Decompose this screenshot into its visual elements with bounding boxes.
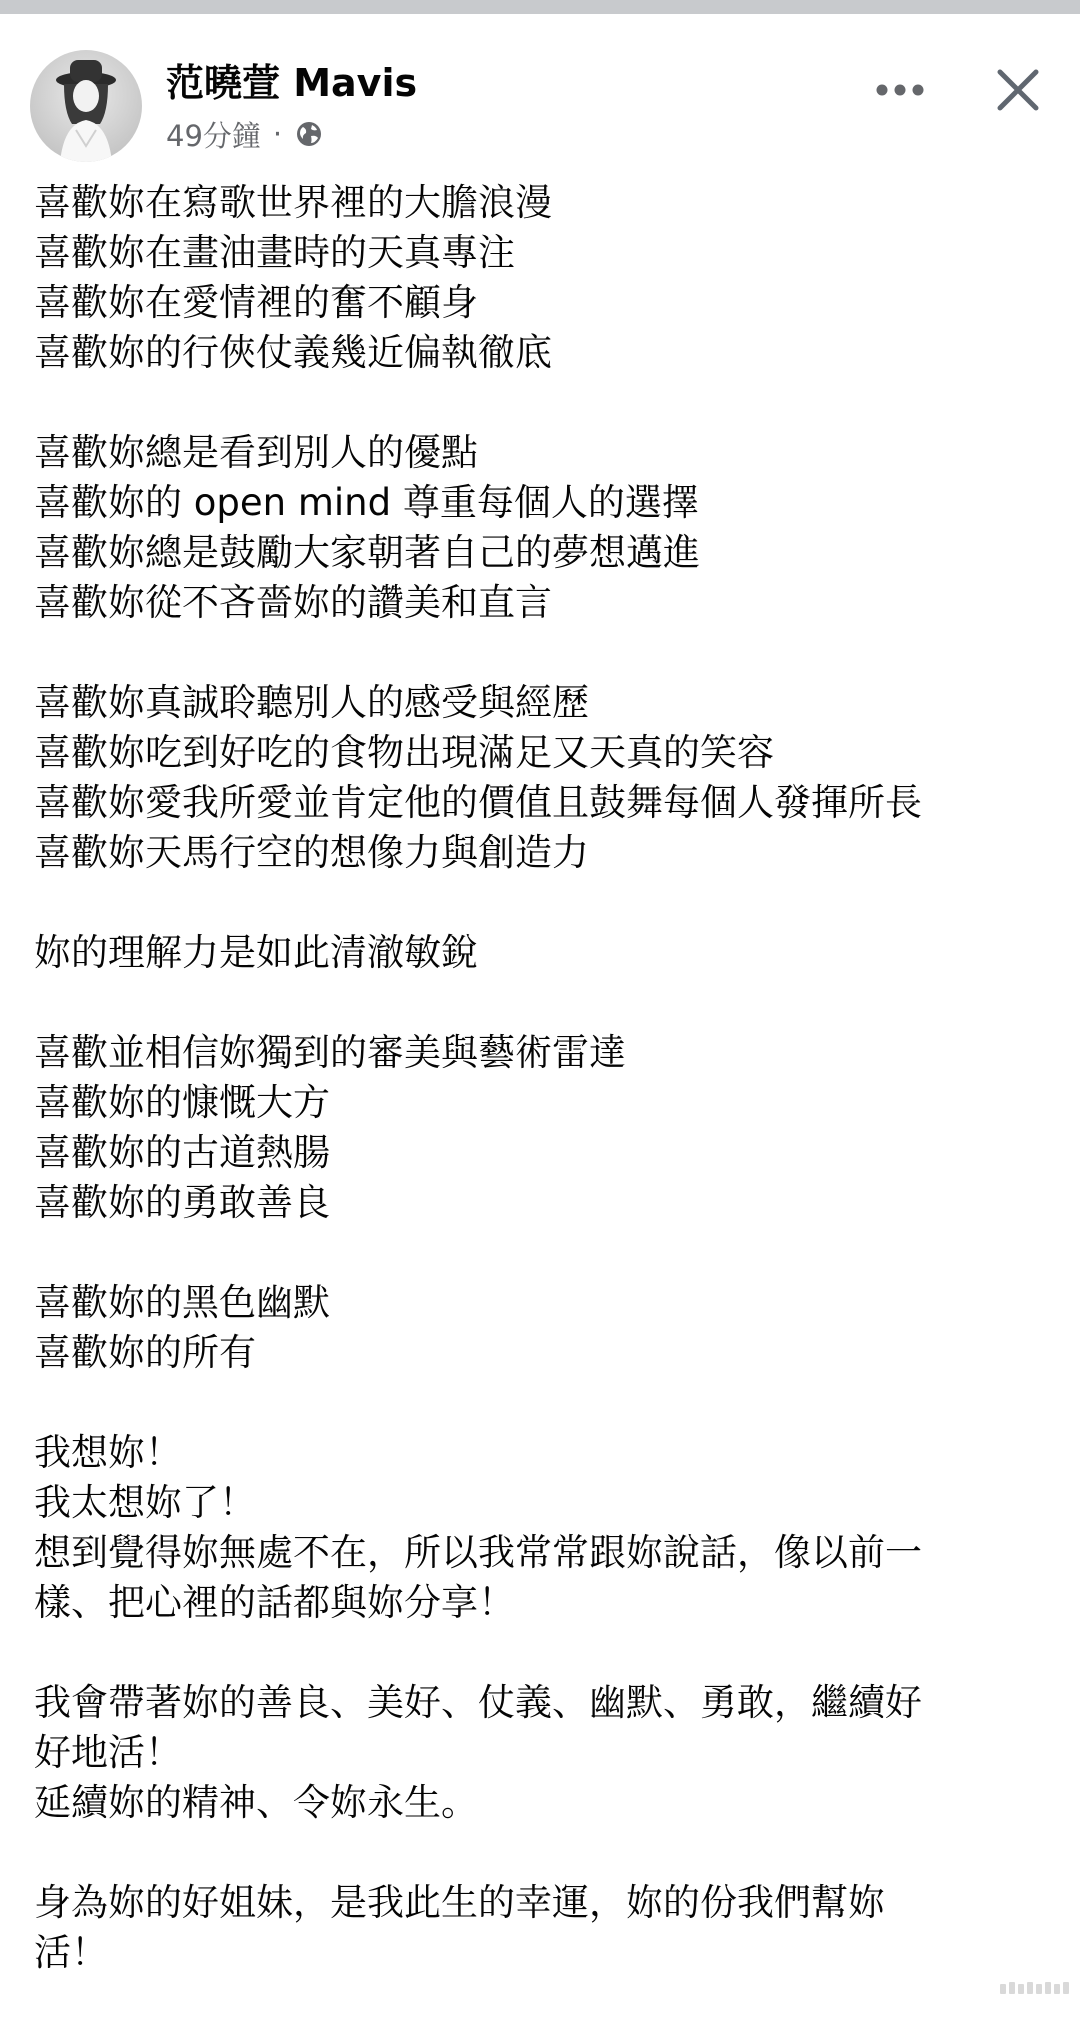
post-paragraph	[34, 428, 1050, 628]
author-name[interactable]: 范曉萱 Mavis	[166, 61, 418, 105]
post-text-line: 喜歡妳的勇敢善良	[34, 1181, 330, 1224]
watermark-logo	[1000, 1980, 1070, 1998]
post-body	[34, 178, 1050, 2028]
more-horizontal-icon	[875, 83, 925, 97]
globe-icon	[294, 119, 324, 149]
post-paragraph	[34, 1878, 1050, 1978]
post-timestamp[interactable]: 49分鐘	[166, 118, 261, 153]
post-paragraph	[34, 1678, 1050, 1828]
post-text-line: 喜歡妳吃到好吃的食物出現滿足又天真的笑容	[34, 731, 774, 774]
post-text-line: 喜歡妳真誠聆聽別人的感受與經歷	[34, 681, 589, 724]
post-paragraph	[34, 1278, 1050, 1378]
post-text-line: 我會帶著妳的善良、美好、仗義、幽默、勇敢，繼續好	[34, 1681, 922, 1724]
post-paragraph	[34, 1028, 1050, 1228]
post-text-line: 身為妳的好姐妹，是我此生的幸運，妳的份我們幫妳	[34, 1881, 885, 1924]
post-text-line: 喜歡妳在寫歌世界裡的大膽浪漫	[34, 181, 552, 224]
close-icon	[996, 68, 1040, 112]
post-text-line: 喜歡妳從不吝嗇妳的讚美和直言	[34, 581, 552, 624]
post-text-line: 喜歡妳天馬行空的想像力與創造力	[34, 831, 589, 874]
post-text-line: 喜歡妳總是鼓勵大家朝著自己的夢想邁進	[34, 531, 700, 574]
post-text-line: 我想妳！	[34, 1431, 182, 1474]
post-text-line: 喜歡妳愛我所愛並肯定他的價值且鼓舞每個人發揮所長	[34, 781, 922, 824]
post-paragraph	[34, 928, 1050, 978]
post-text-line: 喜歡妳的黑色幽默	[34, 1281, 330, 1324]
post-text-line: 喜歡妳的慷慨大方	[34, 1081, 330, 1124]
post-text-line: 喜歡妳在愛情裡的奮不顧身	[34, 281, 478, 324]
post-paragraph	[34, 678, 1050, 878]
post-text-line: 喜歡並相信妳獨到的審美與藝術雷達	[34, 1031, 626, 1074]
post-text-line: 喜歡妳的 open mind 尊重每個人的選擇	[34, 481, 699, 524]
post-paragraph	[34, 1428, 1050, 1628]
meta-separator: ·	[272, 117, 283, 151]
post-header	[0, 14, 1080, 164]
post-text-line: 樣、把心裡的話都與妳分享！	[34, 1581, 515, 1624]
avatar[interactable]	[30, 50, 142, 162]
post-text-line: 我太想妳了！	[34, 1481, 256, 1524]
top-divider	[0, 0, 1080, 14]
post-text-line: 妳的理解力是如此清澈敏銳	[34, 931, 478, 974]
post-text-line: 喜歡妳的古道熱腸	[34, 1131, 330, 1174]
post-text-line: 延續妳的精神、令妳永生。	[34, 1781, 478, 1824]
post-text-line: 喜歡妳的行俠仗義幾近偏執徹底	[34, 331, 552, 374]
post-text-line: 活！	[34, 1931, 108, 1974]
post-meta	[166, 114, 324, 154]
post-text-line: 喜歡妳的所有	[34, 1331, 256, 1374]
post-paragraph	[34, 178, 1050, 378]
more-options-button[interactable]	[868, 66, 932, 114]
post-text-line: 喜歡妳總是看到別人的優點	[34, 431, 478, 474]
post-text-line: 喜歡妳在畫油畫時的天真專注	[34, 231, 515, 274]
post-text-line: 想到覺得妳無處不在，所以我常常跟妳說話，像以前一	[34, 1531, 922, 1574]
post-text-line: 好地活！	[34, 1731, 182, 1774]
close-button[interactable]	[990, 62, 1046, 118]
